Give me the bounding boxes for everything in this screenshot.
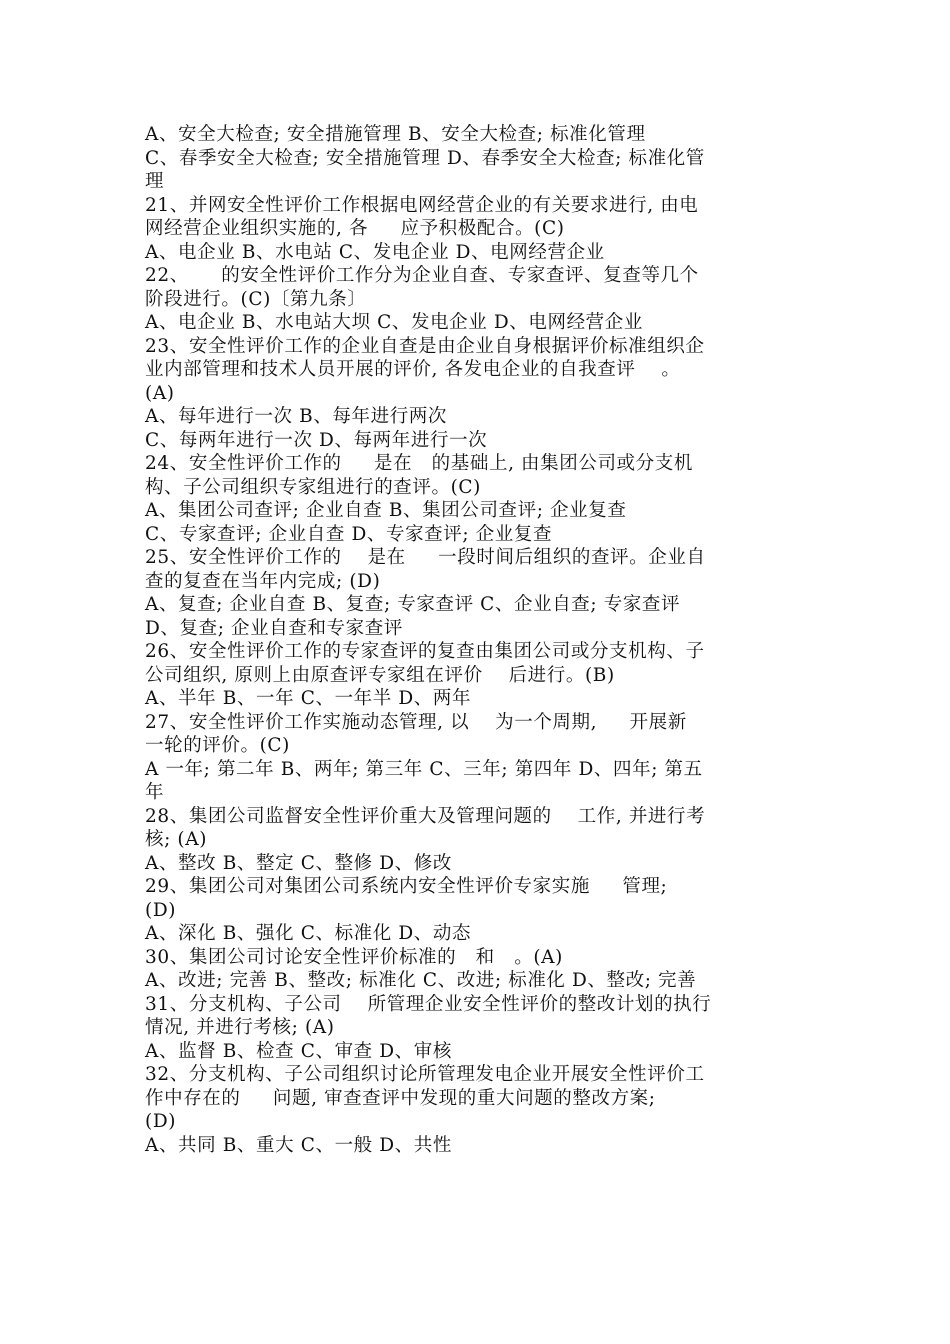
text-line: 业内部管理和技术人员开展的评价, 各发电企业的自我查评 。 — [145, 359, 681, 380]
options-line: A、半年 B、一年 C、一年半 D、两年 — [145, 688, 472, 709]
text-line: 核; (A) — [145, 829, 208, 850]
text-line: A、安全大检查; 安全措施管理 B、安全大检查; 标准化管理 — [145, 124, 646, 145]
answer-line: (D) — [145, 899, 177, 921]
text-line: 公司组织, 原则上由原查评专家组在评价 后进行。(B) — [145, 664, 615, 686]
options-line: A、电企业 B、水电站 C、发电企业 D、电网经营企业 — [145, 241, 605, 263]
question-26-line: 26、安全性评价工作的专家查评的复查由集团公司或分支机构、子 — [145, 641, 705, 662]
options-line: A、整改 B、整定 C、整修 D、修改 — [145, 852, 452, 874]
question-24-line: 24、安全性评价工作的 是在 的基础上, 由集团公司或分支机 — [145, 453, 693, 474]
question-23-line: 23、安全性评价工作的企业自查是由企业自身根据评价标准组织企 — [145, 335, 705, 357]
text-line: 作中存在的 问题, 审查查评中发现的重大问题的整改方案; — [145, 1087, 656, 1109]
question-28-line: 28、集团公司监督安全性评价重大及管理问题的 工作, 并进行考 — [145, 805, 706, 827]
options-line: A、每年进行一次 B、每年进行两次 — [145, 406, 448, 427]
text-line: 理 — [145, 171, 165, 192]
text-line: 阶段进行。(C)〔第九条〕 — [145, 288, 367, 310]
question-31-line: 31、分支机构、子公司 所管理企业安全性评价的整改计划的执行 — [145, 993, 712, 1015]
options-line: D、复查; 企业自查和专家查评 — [145, 617, 403, 639]
answer-line: (A) — [145, 382, 175, 404]
options-line: A、复查; 企业自查 B、复查; 专家查评 C、企业自查; 专家查评 — [145, 594, 681, 615]
options-line: A、改进; 完善 B、整改; 标准化 C、改进; 标准化 D、整改; 完善 — [145, 970, 697, 991]
question-21-line: 21、并网安全性评价工作根据电网经营企业的有关要求进行, 由电 — [145, 194, 699, 216]
question-32-line: 32、分支机构、子公司组织讨论所管理发电企业开展安全性评价工 — [145, 1064, 705, 1085]
text-line: 网经营企业组织实施的, 各 应予积极配合。(C) — [145, 218, 565, 239]
text-line: 构、子公司组织专家组进行的查评。(C) — [145, 476, 481, 498]
text-line: 查的复查在当年内完成; (D) — [145, 570, 381, 592]
question-25-line: 25、安全性评价工作的 是在 一段时间后组织的查评。企业自 — [145, 547, 706, 568]
question-27-line: 27、安全性评价工作实施动态管理, 以 为一个周期, 开展新 — [145, 711, 687, 733]
options-line: A、监督 B、检查 C、审查 D、审核 — [145, 1040, 452, 1062]
options-line: C、专家查评; 企业自查 D、专家查评; 企业复查 — [145, 523, 553, 545]
options-line: A 一年; 第二年 B、两年; 第三年 C、三年; 第四年 D、四年; 第五 — [145, 758, 703, 780]
text-line: C、春季安全大检查; 安全措施管理 D、春季安全大检查; 标准化管 — [145, 147, 705, 169]
question-29-line: 29、集团公司对集团公司系统内安全性评价专家实施 管理; — [145, 876, 668, 897]
options-line: A、深化 B、强化 C、标准化 D、动态 — [145, 923, 472, 944]
options-line: A、共同 B、重大 C、一般 D、共性 — [145, 1134, 452, 1156]
text-line: 年 — [145, 782, 165, 803]
options-line: C、每两年进行一次 D、每两年进行一次 — [145, 429, 488, 451]
answer-line: (D) — [145, 1111, 177, 1132]
options-line: A、电企业 B、水电站大坝 C、发电企业 D、电网经营企业 — [145, 312, 643, 333]
text-line: 情况, 并进行考核; (A) — [145, 1017, 335, 1038]
text-line: 一轮的评价。(C) — [145, 735, 290, 756]
document-body — [145, 123, 810, 1157]
question-22-line: 22、 的安全性评价工作分为企业自查、专家查评、复查等几个 — [145, 265, 699, 286]
options-line: A、集团公司查评; 企业自查 B、集团公司查评; 企业复查 — [145, 500, 627, 521]
question-30-line: 30、集团公司讨论安全性评价标准的 和 。(A) — [145, 946, 563, 968]
